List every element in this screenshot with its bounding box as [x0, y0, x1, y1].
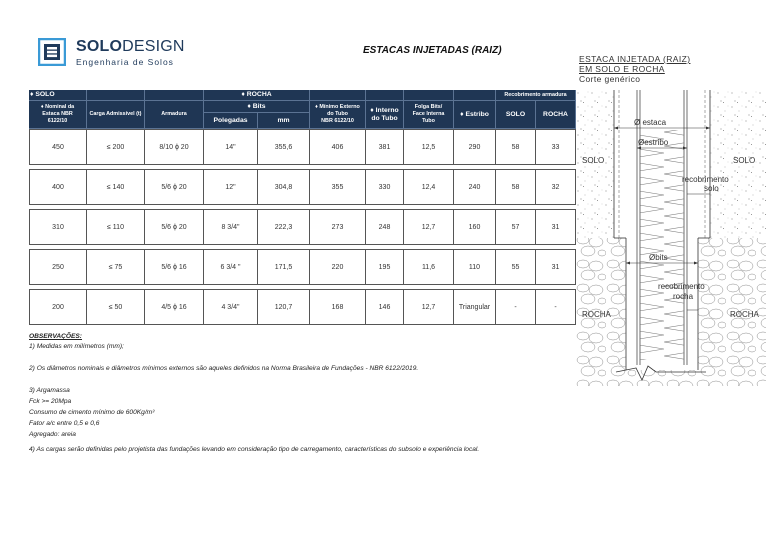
cell-rocha: 33 [536, 129, 576, 165]
pile-section-drawing [576, 90, 766, 390]
document-title: ESTACAS INJETADAS (RAIZ) [363, 45, 502, 56]
table-row [29, 249, 576, 285]
label-rocha-right: ROCHA [730, 310, 759, 319]
label-recobrimento-solo-2: solo [704, 184, 719, 193]
table-row [29, 129, 576, 165]
note-3-cimento: Consumo de cimento mínimo de 600Kg/m³ [29, 409, 155, 416]
brand-name: SOLODESIGN [76, 38, 185, 55]
label-recobrimento-rocha-1: recobrimento [658, 282, 705, 291]
header-blank [87, 90, 145, 101]
cell-carga: ≤ 200 [87, 129, 145, 165]
note-3-fck: Fck >= 20Mpa [29, 398, 72, 405]
cell-folga: 12,5 [404, 129, 454, 165]
cell-folga: 12,7 [404, 209, 454, 245]
cell-mm: 171,5 [258, 249, 310, 285]
cell-estribo: 160 [454, 209, 496, 245]
cell-carga: ≤ 110 [87, 209, 145, 245]
cell-interno: 330 [366, 169, 404, 205]
label-rocha-left: ROCHA [582, 310, 611, 319]
cell-armadura: 5/6 ϕ 16 [145, 249, 204, 285]
header-group-solo: ♦ SOLO [29, 90, 87, 101]
label-diametro-estaca: Ø estaca [634, 118, 667, 127]
label-recobrimento-rocha-2: rocha [673, 292, 694, 301]
cell-rocha: 31 [536, 249, 576, 285]
label-diametro-estribo: Øestribo [638, 138, 669, 147]
header-mm: mm [258, 113, 310, 129]
cell-estribo: 290 [454, 129, 496, 165]
cell-mm: 304,8 [258, 169, 310, 205]
cell-rocha: 31 [536, 209, 576, 245]
cell-nominal: 400 [29, 169, 87, 205]
header-blank [145, 90, 204, 101]
cell-interno: 248 [366, 209, 404, 245]
header-blank [310, 90, 366, 101]
note-3-fator: Fator a/c entre 0,5 e 0,6 [29, 420, 100, 427]
cell-armadura: 4/5 ϕ 16 [145, 289, 204, 325]
label-recobrimento-solo-1: recobrimento [682, 175, 729, 184]
cell-minimo: 168 [310, 289, 366, 325]
note-3-title: 3) Argamassa [29, 387, 70, 394]
header-polegadas: Polegadas [204, 113, 258, 129]
cell-minimo: 220 [310, 249, 366, 285]
table-row [29, 209, 576, 245]
cell-rocha: - [536, 289, 576, 325]
cell-folga: 12,7 [404, 289, 454, 325]
cell-interno: 146 [366, 289, 404, 325]
label-diametro-bits: Øbits [649, 253, 668, 262]
cell-armadura: 5/6 ϕ 20 [145, 169, 204, 205]
brand-tagline: Engenharia de Solos [76, 57, 174, 67]
cell-minimo: 273 [310, 209, 366, 245]
header-carga: Carga Admissível (t) [87, 101, 145, 129]
cell-folga: 11,6 [404, 249, 454, 285]
drawing-title: ESTACA INJETADA (RAIZ) EM SOLO E ROCHA Corte genérico [579, 54, 691, 84]
cell-polegadas: 6 3/4 " [204, 249, 258, 285]
cell-solo: 58 [496, 129, 536, 165]
label-solo-left: SOLO [582, 156, 605, 165]
cell-mm: 222,3 [258, 209, 310, 245]
header-estribo: ♦ Estribo [454, 101, 496, 129]
header-group-bits: ♦ Bits [204, 101, 310, 113]
header-solo: SOLO [496, 101, 536, 129]
cell-armadura: 8/10 ϕ 20 [145, 129, 204, 165]
cell-interno: 381 [366, 129, 404, 165]
header-rocha: ROCHA [536, 101, 576, 129]
note-1: 1) Medidas em milímetros (mm); [29, 343, 124, 350]
notes-heading: OBSERVAÇÕES: [29, 333, 83, 340]
cell-polegadas: 8 3/4" [204, 209, 258, 245]
header-nominal: ♦ Nominal da Estaca NBR 6122/10 [29, 101, 87, 129]
note-2: 2) Os diâmetros nominais e diâmetros mínimos externos são aqueles definidos na Norma Brasileira de Fundações - NBR 6122/2019. [29, 365, 419, 372]
cell-carga: ≤ 140 [87, 169, 145, 205]
header-armadura: Armadura [145, 101, 204, 129]
cell-minimo: 355 [310, 169, 366, 205]
table-row [29, 289, 576, 325]
cell-polegadas: 12" [204, 169, 258, 205]
cell-estribo: 240 [454, 169, 496, 205]
cell-carga: ≤ 75 [87, 249, 145, 285]
note-4: 4) As cargas serão definidas pelo projetista das fundações levando em consideração tipo de carregamento, características do subsolo e experiência local. [29, 446, 480, 453]
cell-solo: 55 [496, 249, 536, 285]
header-blank [404, 90, 454, 101]
header-interno: ♦ Interno do Tubo [366, 101, 404, 129]
cell-nominal: 250 [29, 249, 87, 285]
table-row [29, 169, 576, 205]
cell-mm: 355,6 [258, 129, 310, 165]
cell-solo: 57 [496, 209, 536, 245]
cell-estribo: 110 [454, 249, 496, 285]
cell-armadura: 5/6 ϕ 20 [145, 209, 204, 245]
cell-carga: ≤ 50 [87, 289, 145, 325]
header-minimo: ♦ Mínimo Externo do Tubo NBR 6122/10 [310, 101, 366, 129]
note-3-agregado: Agregado: areia [29, 431, 76, 438]
cell-nominal: 310 [29, 209, 87, 245]
cell-nominal: 200 [29, 289, 87, 325]
label-solo-right: SOLO [733, 156, 756, 165]
pile-spec-table [29, 90, 576, 325]
header-folga: Folga Bits/ Face Interna Tubo [404, 101, 454, 129]
cell-mm: 120,7 [258, 289, 310, 325]
header-group-recobrimento: Recobrimento armadura [496, 90, 576, 101]
header-blank [454, 90, 496, 101]
cell-nominal: 450 [29, 129, 87, 165]
cell-interno: 195 [366, 249, 404, 285]
cell-polegadas: 14" [204, 129, 258, 165]
cell-estribo: Triangular [454, 289, 496, 325]
cell-folga: 12,4 [404, 169, 454, 205]
notes-section [29, 333, 589, 453]
cell-rocha: 32 [536, 169, 576, 205]
company-logo [38, 38, 198, 72]
header-group-rocha: ♦ ROCHA [204, 90, 310, 101]
solodesign-logo-icon [38, 38, 66, 66]
cell-solo: 58 [496, 169, 536, 205]
header-blank [366, 90, 404, 101]
cell-polegadas: 4 3/4" [204, 289, 258, 325]
cell-minimo: 406 [310, 129, 366, 165]
cell-solo: - [496, 289, 536, 325]
